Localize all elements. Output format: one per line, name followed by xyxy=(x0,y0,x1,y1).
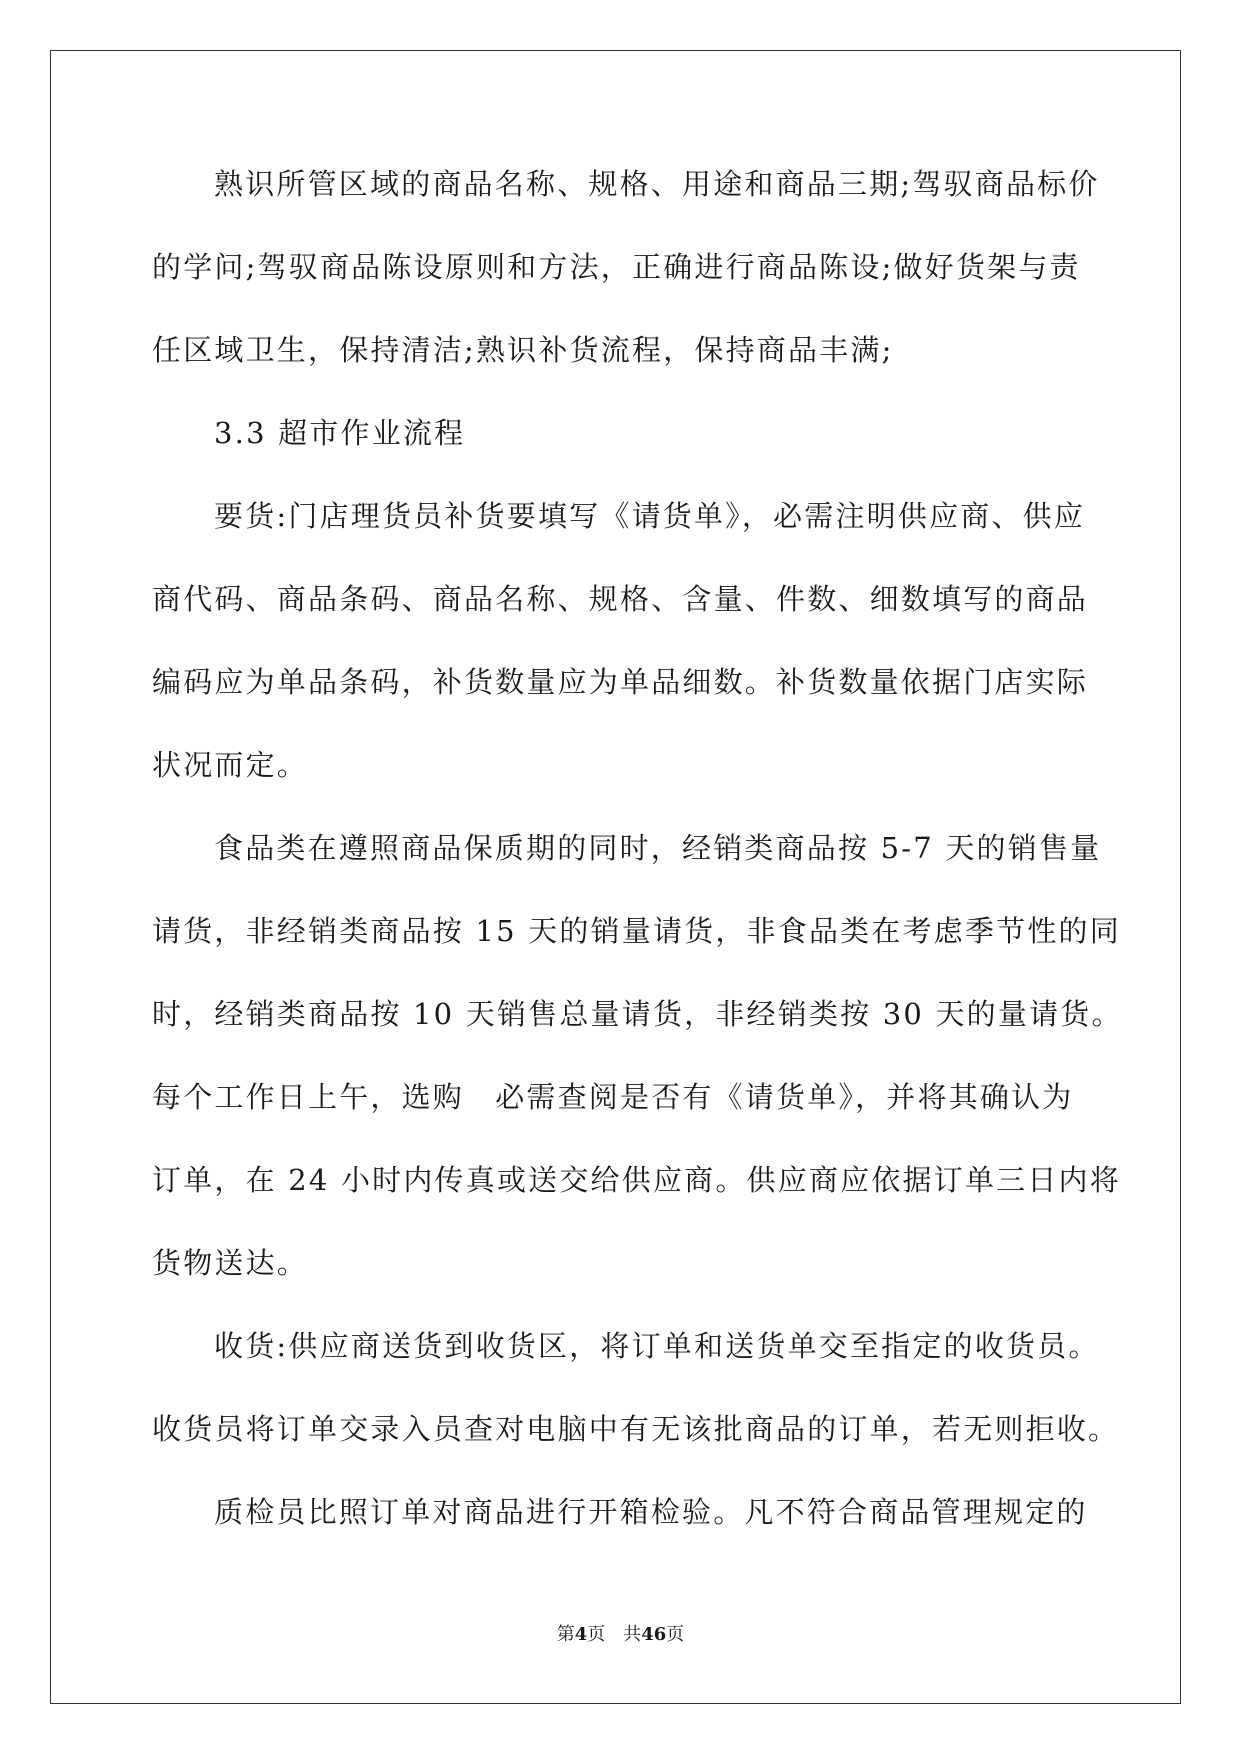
footer-page-unit: 页 xyxy=(587,1624,606,1645)
document-body xyxy=(152,162,1123,1573)
section-heading: 3.3 超市作业流程 xyxy=(214,416,466,450)
paragraph-line: 食品类在遵照商品保质期的同时，经销类商品按 5-7 天的销售量 xyxy=(214,831,1102,865)
paragraph-line: 时，经销类商品按 10 天销售总量请货，非经销类按 30 天的量请货。 xyxy=(152,997,1123,1031)
paragraph-line: 收货:供应商送货到收货区，将订单和送货单交至指定的收货员。 xyxy=(214,1329,1100,1363)
paragraph-line: 的学问;驾驭商品陈设原则和方法，正确进行商品陈设;做好货架与责 xyxy=(152,250,1081,284)
page-footer xyxy=(0,1623,1241,1647)
footer-total-unit: 页 xyxy=(666,1624,685,1645)
paragraph-line: 任区域卫生，保持清洁;熟识补货流程，保持商品丰满; xyxy=(152,333,894,367)
footer-prefix: 第 xyxy=(556,1624,575,1645)
paragraph-line: 要货:门店理货员补货要填写《请货单》，必需注明供应商、供应 xyxy=(214,499,1086,533)
paragraph-line: 熟识所管区域的商品名称、规格、用途和商品三期;驾驭商品标价 xyxy=(214,167,1100,201)
paragraph-line: 状况而定。 xyxy=(152,748,309,782)
current-page-number: 4 xyxy=(574,1624,588,1645)
footer-total-prefix: 共 xyxy=(623,1624,642,1645)
paragraph-line: 收货员将订单交录入员查对电脑中有无该批商品的订单，若无则拒收。 xyxy=(152,1412,1120,1446)
paragraph-line: 订单，在 24 小时内传真或送交给供应商。供应商应依据订单三日内将 xyxy=(152,1163,1121,1197)
paragraph-line: 请货，非经销类商品按 15 天的销量请货，非食品类在考虑季节性的同 xyxy=(152,914,1121,948)
paragraph-line: 货物送达。 xyxy=(152,1246,309,1280)
paragraph-line: 编码应为单品条码，补货数量应为单品细数。补货数量依据门店实际 xyxy=(152,665,1089,699)
total-page-count: 46 xyxy=(641,1624,667,1645)
paragraph-line: 质检员比照订单对商品进行开箱检验。凡不符合商品管理规定的 xyxy=(214,1495,1088,1529)
paragraph-line: 商代码、商品条码、商品名称、规格、含量、件数、细数填写的商品 xyxy=(152,582,1089,616)
paragraph-line: 每个工作日上午，选购 必需查阅是否有《请货单》，并将其确认为 xyxy=(152,1080,1074,1114)
